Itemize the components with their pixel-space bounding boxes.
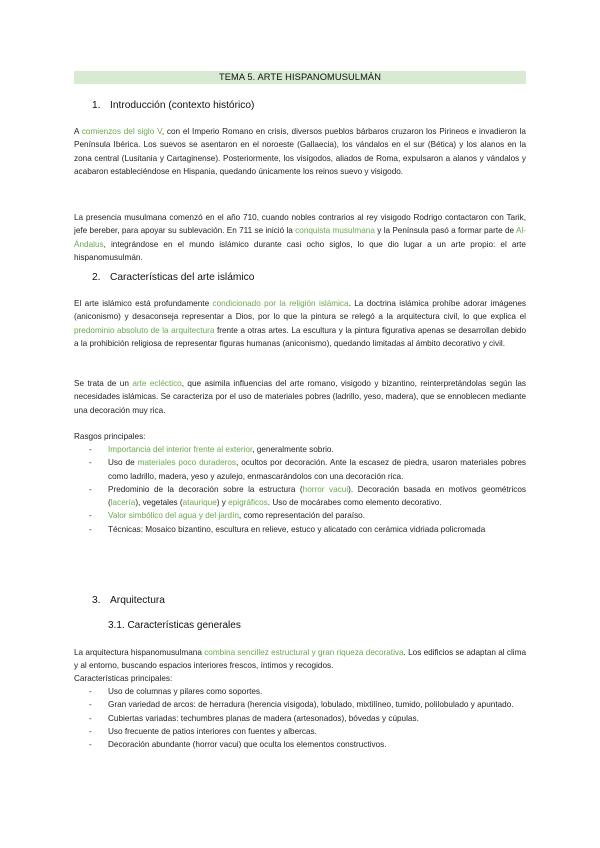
list-item <box>89 443 526 456</box>
text-run: , ocultos por decoración. Ante la escasez de piedra, usaron materiales pobres como ladrillo, madera, yeso y azulejo, enmascarándolos con una decoración rica. <box>108 458 526 481</box>
list-item <box>89 483 526 510</box>
list-item <box>89 698 526 711</box>
text-run: frente a otras artes. La escultura y la pintura figurativa apenas se desarrollan debido a la prohibición religiosa de representar figuras humanas (aniconismo), quedando limitadas al ámbito decorativo y civil. <box>74 325 526 348</box>
text-run: , con el Imperio Romano en crisis, diversos pueblos bárbaros cruzaron los Pirineos e invadieron la Península Ibérica. Los suevos se asentaron en el noroeste (Gallaecia), los vándalos en el sur (Bética) y los alanos en la zona central (Lusitania y Cartaginense). Posteriormente, los visigodos, aliados de Roma, expulsaron a alanos y vándalos y acabaron estableciéndose en Hispania, quedando únicamente los reinos suevo y visigodo. <box>74 127 526 176</box>
text-run: , integrándose en el mundo islámico durante casi ocho siglos, lo que dio lugar a un arte propio: el arte hispanomusulmán. <box>74 239 526 262</box>
bullet-dash: - <box>89 713 92 723</box>
text-run: El arte islámico está profundamente <box>74 299 213 308</box>
bullet-dash: - <box>89 700 92 710</box>
highlighted-term: Valor simbólico del agua y del jardín <box>108 511 239 521</box>
highlighted-term: Importancia del interior frente al exterior <box>108 445 253 454</box>
characteristics-paragraph-2 <box>74 377 526 417</box>
highlighted-term: combina sencillez estructural y gran riqueza decorativa <box>204 648 404 657</box>
bullet-dash: - <box>89 524 92 534</box>
text-run: y la Península pasó a formar parte de <box>374 226 516 236</box>
subsection-heading: 3.1. Características generales <box>108 620 241 631</box>
text-run: . Uso de mocárabes como elemento decorativo. <box>267 498 442 508</box>
rasgos-list <box>89 443 526 536</box>
text-run: . Los edificios se adaptan al clima y al entorno, buscando espacios interiores frescos, íntimos y recogidos. <box>74 648 526 671</box>
section-heading-1: 1. Introducción (contexto histórico) <box>92 100 255 111</box>
list-item-text: Gran variedad de arcos: de herradura (herencia visigoda), lobulado, mixtilíneo, tumido, polilobulado y apuntado. <box>108 700 514 710</box>
bullet-dash: - <box>89 726 92 736</box>
architecture-paragraph <box>74 646 526 673</box>
text-run: La presencia musulmana comenzó en el año 710, cuando nobles contrarios al rey visigodo Rodrigo contactaron con Tarik, jefe bereber, para apoyar su sublevación. En 711 se inició la <box>74 213 526 236</box>
section-heading-2: 2. Características del arte islámico <box>92 272 255 283</box>
arq-characteristics-list <box>89 685 526 751</box>
text-run: Técnicas: Mosaico bizantino, escultura en relieve, estuco y alicatado con cerámica vidriada policromada <box>108 524 486 534</box>
list-item <box>89 456 526 483</box>
list-item <box>89 685 526 698</box>
rasgos-label: Rasgos principales: <box>74 432 146 441</box>
highlighted-term: condicionado por la religión islámica <box>212 299 349 308</box>
highlighted-term: materiales poco duraderos <box>137 458 236 468</box>
text-run: La arquitectura hispanomusulmana <box>74 648 205 657</box>
bullet-dash: - <box>89 511 92 521</box>
highlighted-term: epigráficos <box>228 498 268 508</box>
list-item <box>89 523 526 536</box>
bullet-dash: - <box>89 687 92 696</box>
characteristics-paragraph-1 <box>74 297 526 350</box>
highlighted-term: arte ecléctico <box>132 379 182 388</box>
highlighted-term: Al-Ándalus <box>74 226 526 249</box>
document-title: TEMA 5. ARTE HISPANOMUSULMÁN <box>74 71 526 84</box>
arq-characteristics-label: Características principales: <box>74 674 173 683</box>
list-item-text: Cubiertas variadas: techumbres planas de madera (artesonados), bóvedas y cúpulas. <box>108 713 419 723</box>
intro-paragraph-1 <box>74 125 526 178</box>
bullet-dash: - <box>89 445 92 454</box>
bullet-dash: - <box>89 740 92 750</box>
section-heading-3: 3. Arquitectura <box>92 595 165 606</box>
intro-paragraph-2 <box>74 211 526 264</box>
text-run: ). Decoración basada en motivos geométricos ( <box>108 484 527 508</box>
list-item-text: Uso de columnas y pilares como soportes. <box>108 687 263 696</box>
text-run: Se trata de un <box>74 379 133 388</box>
text-run: Uso de <box>108 458 138 468</box>
highlighted-term: lacería <box>110 498 136 508</box>
list-item <box>89 712 526 725</box>
list-item <box>89 738 526 751</box>
text-run: A <box>74 127 82 136</box>
highlighted-term: comienzos del siglo V <box>81 127 162 136</box>
text-run: Predominio de la decoración sobre la estructura ( <box>108 484 303 494</box>
text-run: ), vegetales ( <box>135 498 183 508</box>
text-run: , como representación del paraíso. <box>238 511 365 521</box>
text-run: ) y <box>216 498 229 508</box>
bullet-dash: - <box>89 458 92 468</box>
text-run: . La doctrina islámica prohíbe adorar imágenes (aniconismo) y desaconseja representar a Dios, por lo que la pintura se relegó a la arquitectura civil, lo que explica el <box>74 299 527 322</box>
highlighted-term: ataurique <box>182 498 217 508</box>
list-item <box>89 509 526 522</box>
list-item-text: Decoración abundante (horror vacui) que oculta los elementos constructivos. <box>108 740 387 750</box>
highlighted-term: horror vacui <box>302 484 349 494</box>
highlighted-term: conquista musulmana <box>295 226 375 236</box>
text-run: , generalmente sobrio. <box>252 445 334 454</box>
text-run: , que asimila influencias del arte romano, visigodo y bizantino, reinterpretándolas según las necesidades islámicas. Se caracteriza por el uso de materiales pobres (ladrillo, yeso, madera), que se ennoblecen mediante una decoración muy rica. <box>74 379 526 415</box>
list-item <box>89 725 526 738</box>
list-item-text: Uso frecuente de patios interiores con fuentes y albercas. <box>108 726 317 736</box>
bullet-dash: - <box>89 484 92 494</box>
highlighted-term: predominio absoluto de la arquitectura <box>74 325 215 335</box>
